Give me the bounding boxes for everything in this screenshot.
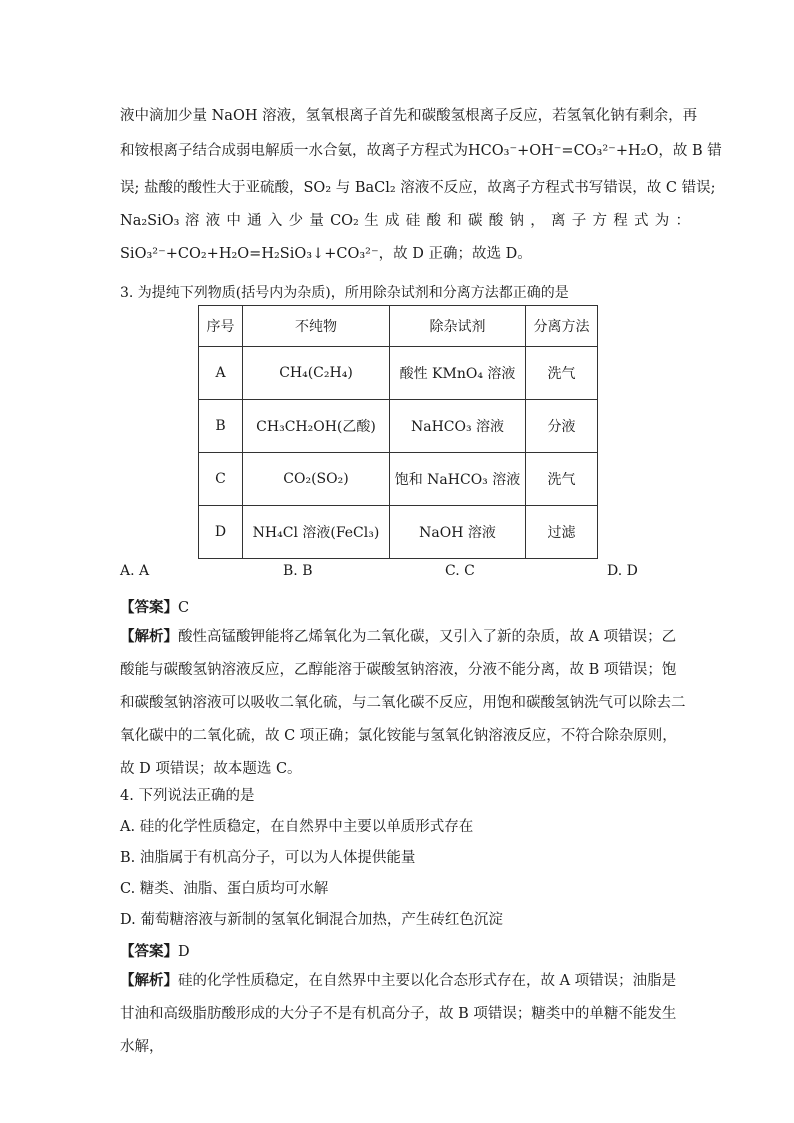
intro-line-4: Na₂SiO₃ 溶 液 中 通 入 少 量 CO₂ 生 成 硅 酸 和 碳 酸 钠 ， 离 子 方 程 式 为 ： <box>120 213 690 229</box>
option-a: A. A <box>120 563 150 579</box>
question-4-analysis <box>120 964 690 1064</box>
question-4-option-c: C. 糖类、油脂、蛋白质均可水解 <box>120 881 329 897</box>
header-cell: 不纯物 <box>243 306 390 347</box>
option-b: B. B <box>283 563 313 579</box>
table-cell: 分液 <box>526 400 598 453</box>
answer-tag: 【答案】 <box>120 599 178 616</box>
question-4-stem: 4. 下列说法正确的是 <box>120 788 255 804</box>
question-4-option-a: A. 硅的化学性质稳定，在自然界中主要以单质形式存在 <box>120 819 474 835</box>
purification-table <box>198 305 598 559</box>
intro-line-5 <box>120 242 690 263</box>
table-cell: B <box>199 400 243 453</box>
intro-line-3: 误; 盐酸的酸性大于亚硫酸，SO₂ 与 BaCl₂ 溶液不反应，故离子方程式书写错误，故 C 错误; <box>120 180 716 196</box>
table-cell: 饱和 NaHCO₃ 溶液 <box>390 453 526 506</box>
table-cell: C <box>199 453 243 506</box>
table-header-row <box>199 306 598 347</box>
answer-tag: 【答案】 <box>120 943 178 960</box>
table-row <box>199 347 598 400</box>
table-cell: 洗气 <box>526 347 598 400</box>
header-cell: 分离方法 <box>526 306 598 347</box>
option-d: D. D <box>607 563 638 579</box>
answer-value: C <box>178 600 190 616</box>
analysis-text: 酸性高锰酸钾能将乙烯氧化为二氧化碳，又引入了新的杂质，故 A 项错误；乙酸能与碳酸氢钠溶液反应，乙醇能溶于碳酸氢钠溶液，分液不能分离，故 B 项错误；饱和碳酸氢钠溶液可以吸收二氧化硫，与二氧化碳不反应，用饱和碳酸氢钠洗气可以除去二氧化碳中的二氧化硫，故 C 项正确；氯化铵能与氢氧化钠溶液反应，不符合除杂原则，故 D 项错误；故本题选 C。 <box>120 629 686 777</box>
question-3-analysis <box>120 620 690 786</box>
table-cell: 过滤 <box>526 506 598 559</box>
table-cell: 洗气 <box>526 453 598 506</box>
equation-hco3: HCO₃⁻+OH⁻=CO₃²⁻+H₂O <box>468 143 659 159</box>
table-cell: NaHCO₃ 溶液 <box>390 400 526 453</box>
analysis-tag: 【解析】 <box>120 972 178 989</box>
option-c: C. C <box>445 563 475 579</box>
table-cell: NaOH 溶液 <box>390 506 526 559</box>
table-cell: A <box>199 347 243 400</box>
table-cell: CH₄(C₂H₄) <box>243 347 390 400</box>
question-4-option-b: B. 油脂属于有机高分子，可以为人体提供能量 <box>120 850 416 866</box>
table-row <box>199 400 598 453</box>
header-cell: 除杂试剂 <box>390 306 526 347</box>
question-4-option-d: D. 葡萄糖溶液与新制的氢氧化铜混合加热，产生砖红色沉淀 <box>120 912 503 928</box>
analysis-text: 硅的化学性质稳定，在自然界中主要以化合态形式存在，故 A 项错误；油脂是甘油和高级脂肪酸形成的大分子不是有机高分子，故 B 项错误；糖类中的单糖不能发生水解， <box>120 973 677 1055</box>
question-3-answer <box>120 596 690 617</box>
answer-value: D <box>178 944 190 960</box>
table-cell: D <box>199 506 243 559</box>
intro-line-2 <box>120 139 722 160</box>
question-3-stem: 3. 为提纯下列物质(括号内为杂质)，所用除杂试剂和分离方法都正确的是 <box>120 285 569 301</box>
header-cell: 序号 <box>199 306 243 347</box>
intro-line-5-tail: ，故 D 正确；故选 D。 <box>378 246 532 262</box>
question-4-answer <box>120 940 690 961</box>
analysis-tag: 【解析】 <box>120 628 178 645</box>
table-cell: 酸性 KMnO₄ 溶液 <box>390 347 526 400</box>
table-row <box>199 453 598 506</box>
table-cell: CH₃CH₂OH(乙酸) <box>243 400 390 453</box>
intro-line-2-tail: ，故 B 错 <box>658 143 722 159</box>
table-row <box>199 506 598 559</box>
intro-line-1: 液中滴加少量 NaOH 溶液，氢氧根离子首先和碳酸氢根离子反应，若氢氧化钠有剩余，再 <box>120 108 698 124</box>
table-cell: NH₄Cl 溶液(FeCl₃) <box>243 506 390 559</box>
intro-line-2-text: 和铵根离子结合成弱电解质一水合氨，故离子方程式为 <box>120 143 468 159</box>
table-cell: CO₂(SO₂) <box>243 453 390 506</box>
equation-sio3: SiO₃²⁻+CO₂+H₂O=H₂SiO₃↓+CO₃²⁻ <box>120 246 379 262</box>
